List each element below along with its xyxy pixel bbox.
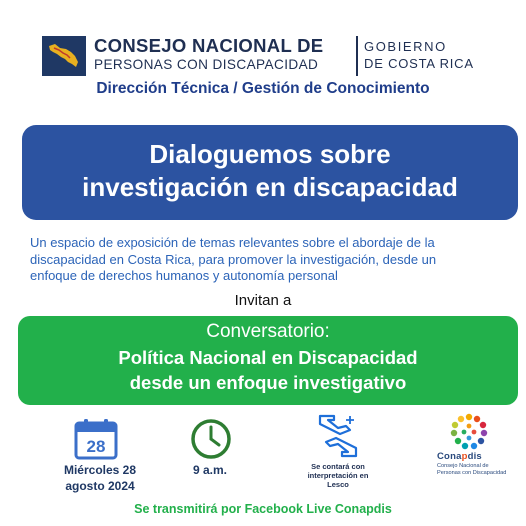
event-type: Conversatorio:: [206, 321, 330, 342]
conapdis-name-part: dis: [467, 451, 482, 462]
title-line2: investigación en discapacidad: [82, 172, 458, 202]
event-title-line2: desde un enfoque investigativo: [129, 372, 407, 393]
org-name-line2: PERSONAS CON DISCAPACIDAD: [94, 57, 319, 72]
sign-language-icon: [316, 412, 360, 460]
description-line: Un espacio de exposición de temas relevantes sobre el abordaje de la: [30, 235, 435, 250]
conapdis-subline2: Personas con Discapacidad: [437, 470, 507, 476]
description-line: discapacidad en Costa Rica, para promover la investigación, desde un: [30, 251, 437, 267]
date-line2: agosto 2024: [65, 479, 135, 493]
conapdis-name-part: Cona: [437, 451, 462, 462]
department-subheading: Dirección Técnica / Gestión de Conocimiento: [96, 80, 430, 97]
footer-text: Se transmitirá por Facebook Live Conapdis: [134, 502, 392, 516]
calendar-icon: [74, 418, 118, 460]
event-time: 9 a.m.: [192, 463, 228, 477]
lesco-line2: interpretación en Lesco: [307, 471, 369, 489]
event-title-line1: Política Nacional en Discapacidad: [118, 347, 418, 368]
org-name-line1: CONSEJO NACIONAL DE: [94, 35, 324, 56]
conapdis-name: [437, 451, 497, 462]
gov-line2: DE COSTA RICA: [364, 56, 474, 71]
description-line: enfoque de derechos humanos y autonomía personal: [30, 268, 338, 283]
costa-rica-map-icon: [42, 36, 86, 76]
description: [30, 235, 510, 285]
calendar-day: 28: [86, 437, 106, 456]
conapdis-subline1: Consejo Nacional de: [437, 463, 489, 469]
gov-line1: GOBIERNO: [364, 39, 447, 54]
date-line1: Miércoles 28: [63, 463, 137, 477]
title-line1: Dialoguemos sobre: [149, 139, 391, 169]
conapdis-logo-icon: [449, 412, 489, 452]
invite-text: Invitan a: [234, 292, 292, 309]
lesco-line1: Se contará con: [311, 462, 365, 471]
event-banner: [18, 316, 518, 405]
clock-icon: [190, 418, 232, 460]
header-divider: [356, 36, 358, 76]
title-banner: [22, 125, 518, 220]
conapdis-name-highlight: p: [461, 451, 468, 462]
